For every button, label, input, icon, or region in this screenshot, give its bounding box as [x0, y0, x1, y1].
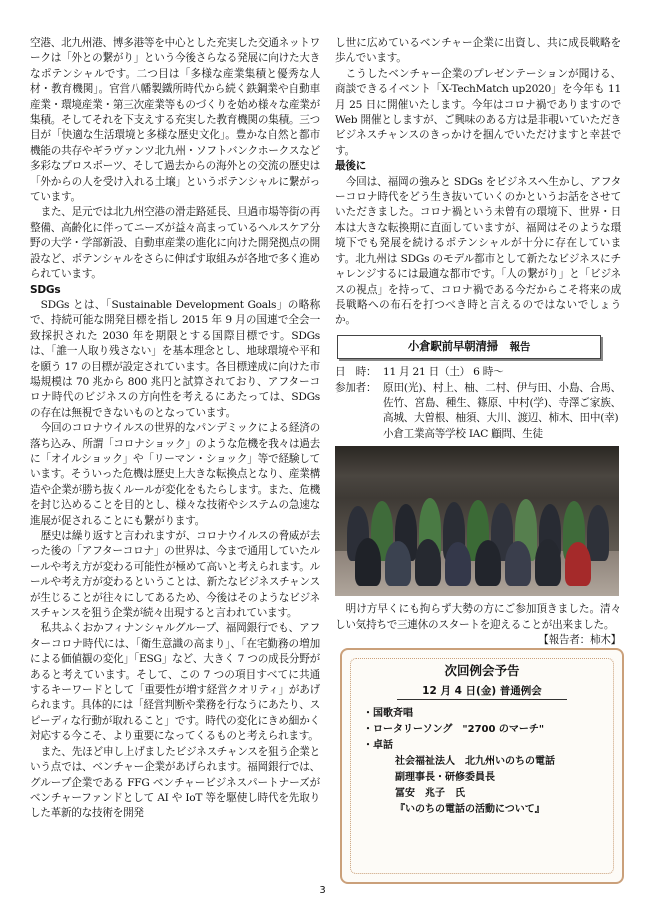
- notice-title: 次回例会予告: [444, 663, 520, 678]
- speaker-organization: 社会福祉法人 北九州いのちの電話: [395, 756, 555, 767]
- report-participants-row: [335, 381, 621, 427]
- photo-person: [475, 540, 501, 586]
- notice-inner-border: [350, 658, 614, 874]
- paragraph: 今回のコロナウイルスの世界的なパンデミックによる経済の落ち込み、所謂「コロナショック」のような危機を我々は過去に「オイルショック」や「リーマン・ショック」等で経験しています。そういった危機は歴史上大きな転換点となり、産業構造や企業が勝ち抜くルールが変化をもたらします。また、危機を封じ込めることを目的とし、様々な技術やシステムの急速な進展が促されることにも繋がります。: [30, 422, 320, 527]
- participants-school: 小倉工業高等学校 IAC 顧問、生徒: [383, 427, 543, 440]
- paragraph: し世に広めているベンチャー企業に出資し、共に成長戦略を歩んでいます。: [335, 37, 621, 65]
- report-title: 小倉駅前早朝清掃: [407, 338, 498, 353]
- date-label: 日 時：: [335, 366, 377, 379]
- talk-title: 『いのちの電話の活動について』: [395, 804, 545, 815]
- program-item: ・卓話: [363, 740, 393, 751]
- notice-date: 12 月 4 日(金) 普通例会: [397, 683, 567, 700]
- photo-person: [445, 542, 471, 586]
- program-item: ・ロータリーソング "2700 のマーチ": [363, 724, 545, 735]
- paragraph: 歴史は繰り返すと言われますが、コロナウイルスの脅威が去った後の「アフターコロナ」の世界は、今まで通用していたルールや考え方が変わる可能性が極めて高いと考えられます。ルールや考え方が変わるということは、新たなビジネスチャンスが生じることが往々にしてあるため、今後はそのようなビジネスチャンスを狙う企業が続々出現すると言われています。: [30, 530, 320, 620]
- photo-person: [587, 505, 609, 561]
- report-title-box: [337, 335, 601, 359]
- speaker-role: 副理事長・研修委員長: [395, 772, 495, 783]
- right-column: [335, 36, 621, 648]
- paragraph: SDGs とは、「Sustainable Development Goals」の略称で、持続可能な開発目標を指し 2015 年 9 月の国連で全会一致採択された 2030 年を期限とする国際目標です。SDGs は、「誰一人取り残さない」を基本理念とし、地球環境や平和を願う 17 の目標が設定されています。各目標達成に向けた市場規模は 70 兆から 800 兆円と試算されており、アフターコロナ時代のビジネスの方向性を考えるにあたっては、SDGs の存在は無視できないものとなっています。: [30, 298, 320, 419]
- date-value: 11 月 21 日（土） 6 時～: [383, 366, 504, 379]
- photo-person: [565, 542, 591, 586]
- page-number: 3: [319, 885, 326, 896]
- left-column: [30, 36, 320, 822]
- group-photo: [335, 446, 619, 596]
- program-item: ・国歌斉唱: [363, 708, 413, 719]
- paragraph: 空港、北九州港、博多港等を中心とした充実した交通ネットワークは「外との繋がり」という今後さらなる発展に向けた大きなポテンシャルです。二つ目は「多様な産業集積と優秀な人材・教育機関」。官営八幡製鐵所時代から続く鉄鋼業や自動車産業・環境産業・第三次産業等ものづくりを始め様々な産業が集積。そしてそれを下支えする充実した教育機関の集積。三つ目が「快適な生活環境と多様な歴史文化」。豊かな自然と都市機能の共存やギラヴァンツ北九州・ソフトバンクホークスなど多彩なプロスポーツ、そして過去からの海外との交流の歴史は「外からの人を受け入れる土壌」というポテンシャルに繋がっています。: [30, 37, 320, 204]
- paragraph: 私共ふくおかフィナンシャルグループ、福岡銀行でも、アフターコロナ時代には、「衛生意識の高まり」、「在宅勤務の増加による価値観の変化」「ESG」など、大きく 7 つの成長分野があると考えています。そして、この 7 つの項目すべてに共通するキーワードとして「重要性が増す経営クオリティ」があげられます。具体的には「経営判断や業務を行なうにあたり、スピーディな行動が取れること」です。時代の変化にきめ細かく対応する今こそ、より重要になってくるものと考えられます。: [30, 622, 320, 743]
- photo-person: [355, 538, 381, 586]
- report-closing-text: 明け方早くにも拘らず大勢の方にご参加頂きました。清々しい気持ちで三連休のスタートを迎えることが出来ました。: [335, 603, 621, 631]
- photo-person: [385, 541, 411, 586]
- reporter-signature: 【報告者：柿木】: [538, 633, 621, 646]
- paragraph: こうしたベンチャー企業のプレゼンテーションが聞ける、商談できるイベント「X-TechMatch up2020」を今年も 11 月 25 日に開催いたします。今年はコロナ禍でありますので Web 開催としますが、ご興味のある方は是非覗いていただきビジネスチャンスのきっかけを掴んでいただけますと幸甚です。: [335, 67, 621, 157]
- report-date-row: [335, 365, 621, 380]
- photo-ceiling: [335, 446, 619, 476]
- photo-person: [415, 539, 441, 586]
- speaker-name: 冨安 兆子 氏: [395, 788, 465, 799]
- next-meeting-notice: [340, 648, 624, 884]
- report-school-row: [335, 427, 621, 442]
- paragraph: また、足元では北九州空港の滑走路延長、旦過市場等街の再整備、高齢化に伴ってニーズが益々高まっているヘルスケア分野の大学・学部新設、自動車産業の進化に向けた開発拠点の開設など、ポテンシャルをさらに伸ばす取組みが各地で多く進められています。: [30, 206, 320, 281]
- participants-value: 原田(光)、村上、柚、二村、伊与田、小島、合馬、佐竹、宮島、種生、篠原、中村(学)、寺澤ご家族、高城、大曽根、柚須、大川、渡辺、柿木、田中(幸): [383, 381, 621, 425]
- section-heading-closing: 最後に: [335, 160, 367, 173]
- photo-person: [535, 539, 561, 586]
- photo-person: [505, 541, 531, 586]
- paragraph: また、先ほど申し上げましたビジネスチャンスを狙う企業という点では、ベンチャー企業があげられます。福岡銀行では、グループ企業である FFG ベンチャービジネスパートナーズがベンチャーファンドとして AI や IoT 等を駆使し時代を先取りした革新的な技術を開発: [30, 745, 320, 820]
- notice-program-list: [363, 706, 613, 818]
- section-heading-sdgs: SDGs: [30, 283, 61, 296]
- report-title-suffix: 報告: [509, 340, 531, 353]
- paragraph: 今回は、福岡の強みと SDGs をビジネスへ生かし、アフターコロナ時代をどう生き抜いていくのかというお話をさせていただきました。コロナ禍という未曾有の環境下、世界・日本は大きな転換期に直面していますが、福岡はそのような環境下でも発展を続けるポテンシャルが十分に存在しています。北九州は SDGs のモデル都市として新たなビジネスにチャレンジするには最適な都市です。「人の繋がり」と「ビジネスの視点」を持って、コロナ禍である今だからこそ将来の成長戦略への布石を打つべき時と言えるのではないでしょうか。: [335, 175, 621, 327]
- participants-label: 参加者：: [335, 381, 377, 394]
